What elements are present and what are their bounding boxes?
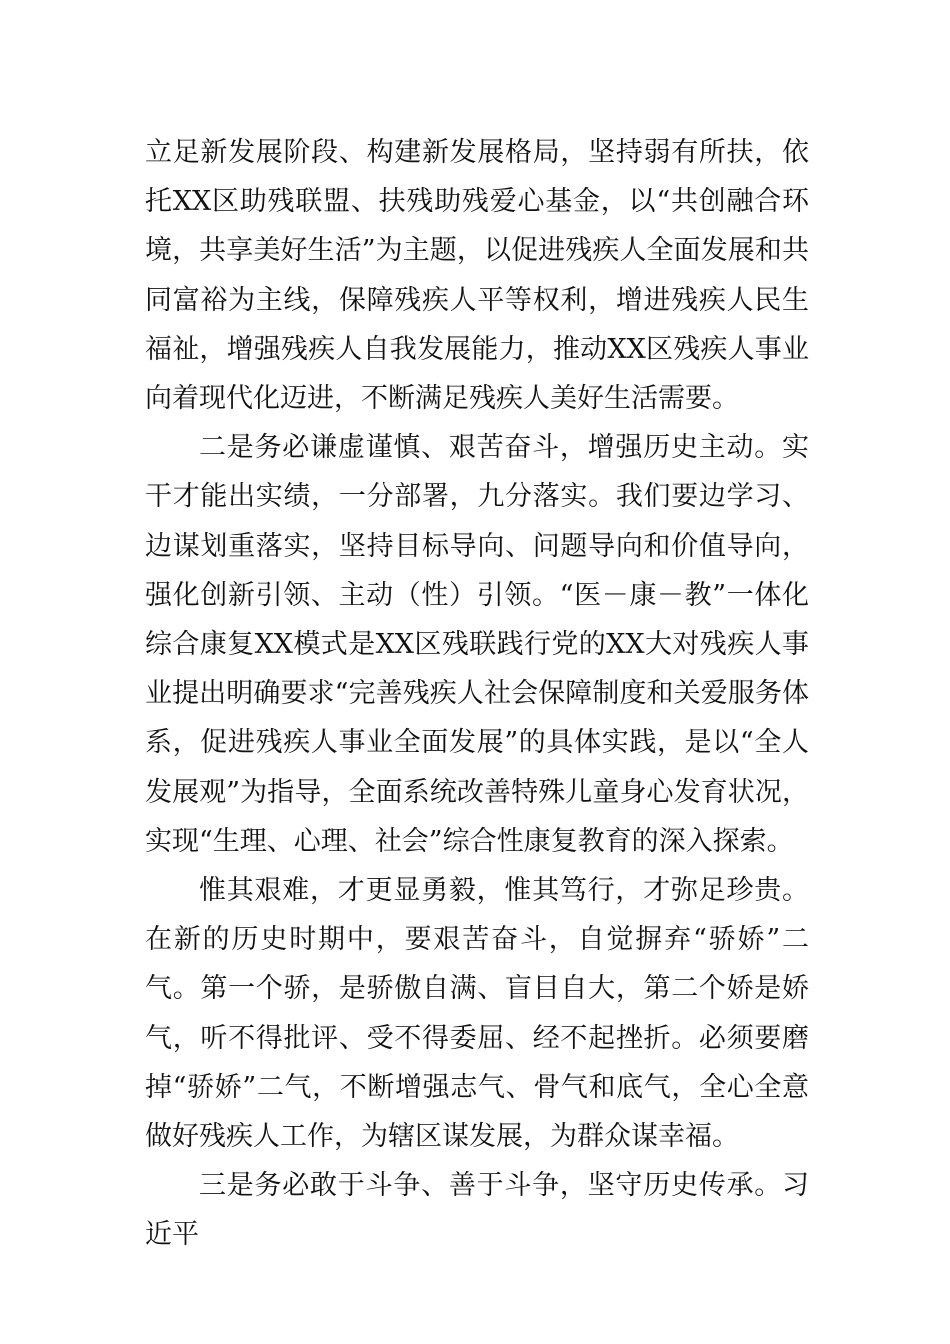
paragraph-hardship: 惟其艰难，才更显勇毅，惟其笃行，才弥足珍贵。在新的历史时期中，要艰苦奋斗，自觉摒弃“骄娇”二气。第一个骄，是骄傲自满、盲目自大，第二个娇是娇气，听不得批评、受不得委屈、经不起挫折。必须要磨掉“骄娇”二气，不断增强志气、骨气和底气，全心全意做好残疾人工作，为辖区谋发展，为群众谋幸福。: [145, 875, 809, 1153]
paragraph-continuation: 立足新发展阶段、构建新发展格局，坚持弱有所扶，依托XX区助残联盟、扶残助残爱心基金，以“共创融合环境，共享美好生活”为主题，以促进残疾人全面发展和共同富裕为主线，保障残疾人平等权利，增进残疾人民生福祉，增强残疾人自我发展能力，推动XX区残疾人事业向着现代化迈进，不断满足残疾人美好生活需要。: [145, 137, 809, 415]
document-body: [145, 128, 809, 1260]
paragraph-three: 三是务必敢于斗争、善于斗争，坚守历史传承。习近平: [145, 1170, 809, 1251]
paragraph-two: 二是务必谦虚谨慎、艰苦奋斗，增强历史主动。实干才能出实绩，一分部署，九分落实。我们要边学习、边谋划重落实，坚持目标导向、问题导向和价值导向，强化创新引领、主动（性）引领。“医－康－教”一体化综合康复XX模式是XX区残联践行党的XX大对残疾人事业提出明确要求“完善残疾人社会保障制度和关爱服务体系，促进残疾人事业全面发展”的具体实践，是以“全人发展观”为指导，全面系统改善特殊儿童身心发育状况，实现“生理、心理、社会”综合性康复教育的深入探索。: [145, 432, 809, 857]
